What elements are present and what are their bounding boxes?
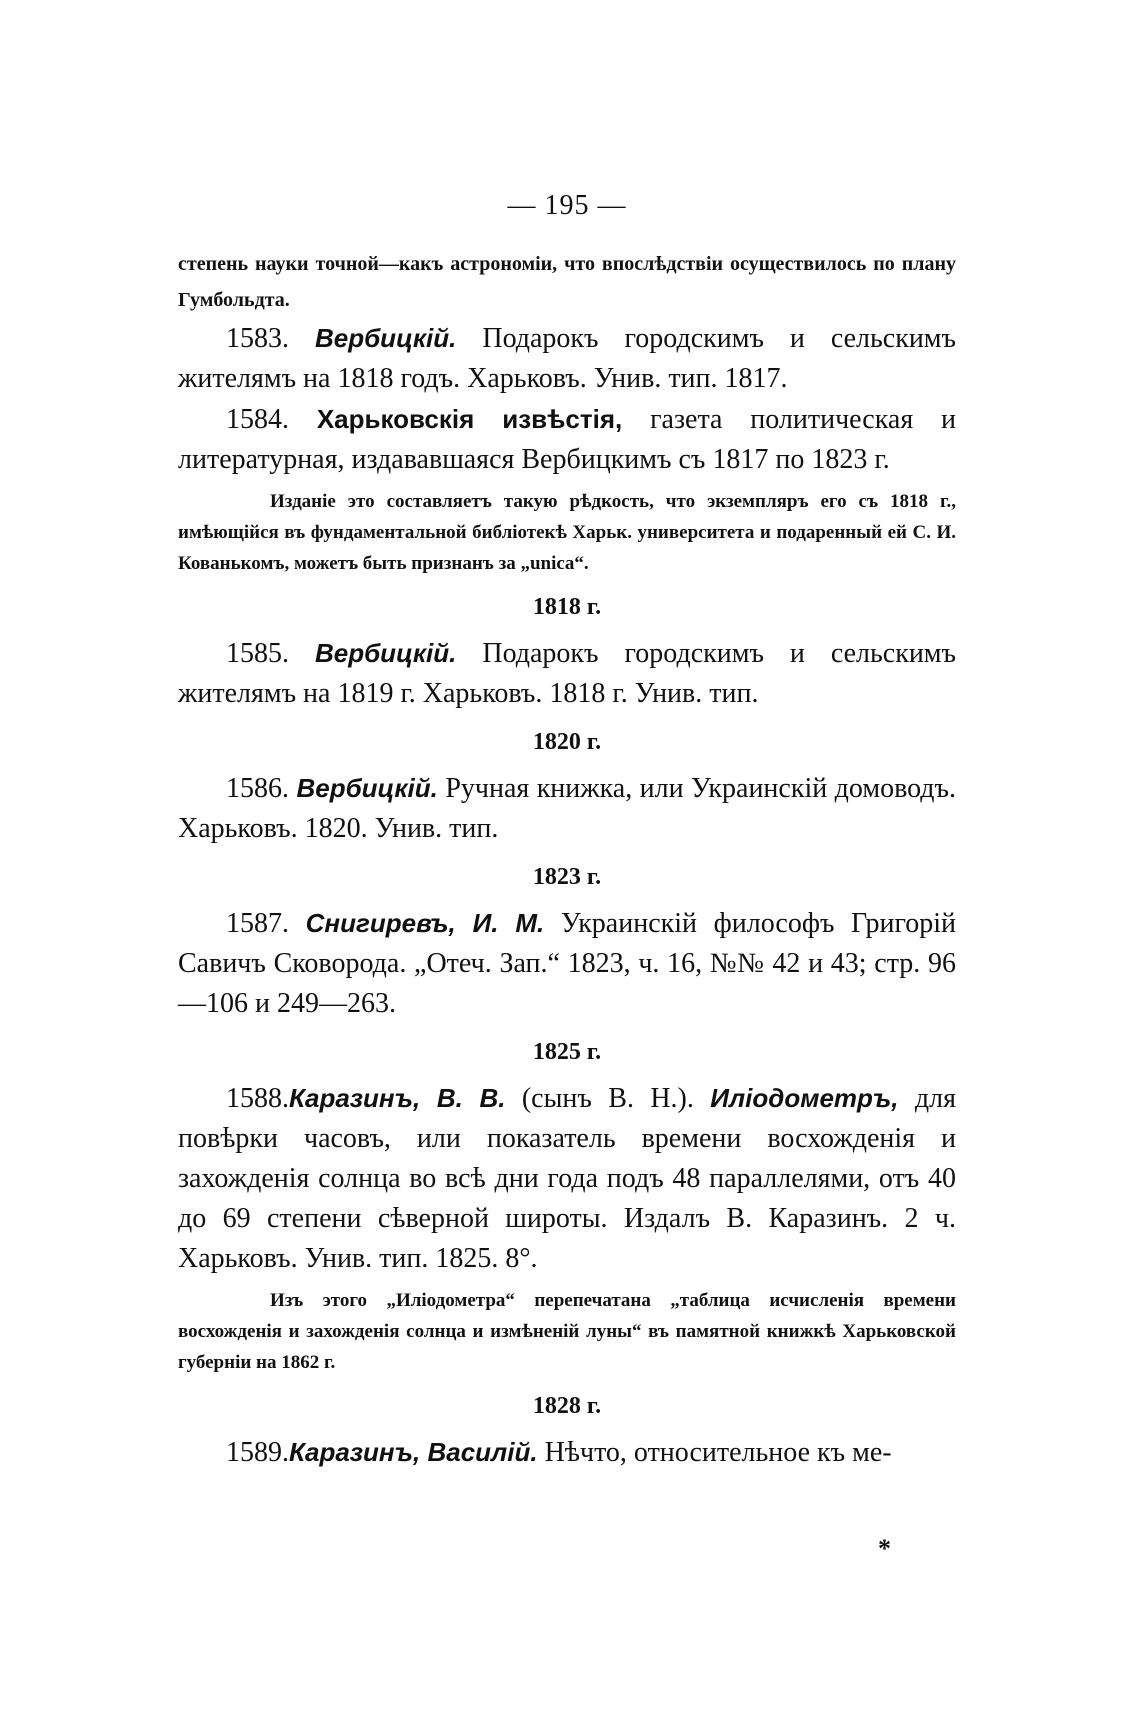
entry-1583 [178, 318, 956, 399]
entry-text: Нѣчто, относительное къ ме- [544, 1437, 892, 1468]
entry-number: 1586. [226, 773, 289, 804]
entry-1588 [178, 1078, 956, 1279]
entry-author: Вербицкій. [296, 773, 438, 803]
entry-1589 [178, 1432, 956, 1473]
entry-author: Вербицкій. [314, 638, 457, 668]
entry-note: Изъ этого „Иліодометра“ перепечатана „таблица исчисленія времени восхожденія и захожденія солнца и измѣненій луны“ въ памятной книжкѣ Харьковской губерніи на 1862 г. [178, 1290, 956, 1373]
entry-number: 1584. [226, 404, 289, 435]
entry-text: Украинскій философъ Григорій Савичъ Сковорода. „Отеч. Зап.“ 1823, ч. 16, №№ 42 и 43; стр. 96—106 и 249—263. [178, 908, 957, 1019]
entry-number: 1588. [226, 1083, 289, 1114]
entry-number: 1589. [226, 1437, 289, 1468]
entry-number: 1585. [226, 638, 289, 669]
entry-author: Снигиревъ, И. М. [305, 908, 545, 938]
year-heading: 1825 г. [532, 1039, 602, 1065]
entry-1586 [178, 768, 956, 849]
document-page [178, 190, 956, 1473]
entry-number: 1587. [226, 908, 289, 939]
entry-text: Ручная книжка, или Украинскій домоводъ. Харьковъ. 1820. Унив. тип. [178, 773, 957, 844]
continued-paragraph: степень науки точной—какъ астрономіи, что впослѣдствіи осуществилось по плану Гумбольдта. [178, 253, 956, 311]
entry-note: Изданіе это составляетъ такую рѣдкость, что экземпляръ его съ 1818 г., имѣющійся въ фундаментальной библіотекѣ Харьк. университета и подаренный ей С. И. Кованькомъ, можетъ быть признанъ за „unica“. [178, 491, 956, 574]
page-number: — 195 — [507, 190, 627, 221]
entry-1587 [178, 903, 956, 1024]
entry-author: Вербицкій. [314, 323, 457, 353]
entry-text: газета политическая и литературная, издававшаяся Вербицкимъ съ 1817 по 1823 г. [178, 404, 956, 475]
entry-text: Подарокъ городскимъ и сельскимъ жителямъ на 1818 годъ. Харьковъ. Унив. тип. 1817. [178, 323, 956, 394]
year-heading: 1818 г. [532, 594, 602, 620]
entry-text: Подарокъ городскимъ и сельскимъ жителямъ на 1819 г. Харьковъ. 1818 г. Унив. тип. [178, 638, 956, 709]
year-heading: 1823 г. [532, 864, 602, 890]
year-heading: 1820 г. [532, 729, 602, 755]
entry-1584 [178, 399, 956, 480]
entry-1585 [178, 633, 956, 714]
entry-title: Иліодометръ, [710, 1083, 899, 1113]
entry-text: для повѣрки часовъ, или показатель времени восхожденія и захожденія солнца во всѣ дни года подъ 48 параллелями, отъ 40 до 69 степени сѣверной широты. Издалъ В. Каразинъ. 2 ч. Харьковъ. Унив. тип. 1825. 8°. [178, 1083, 957, 1274]
signature-mark: * [878, 1534, 891, 1563]
entry-pre: (сынъ В. Н.). [521, 1083, 694, 1114]
entry-number: 1583. [226, 323, 289, 354]
entry-author: Каразинъ, В. В. [289, 1083, 506, 1113]
year-heading: 1828 г. [532, 1393, 602, 1419]
entry-author: Каразинъ, Василій. [289, 1437, 538, 1467]
entry-title: Харьковскія извѣстія, [316, 404, 623, 434]
